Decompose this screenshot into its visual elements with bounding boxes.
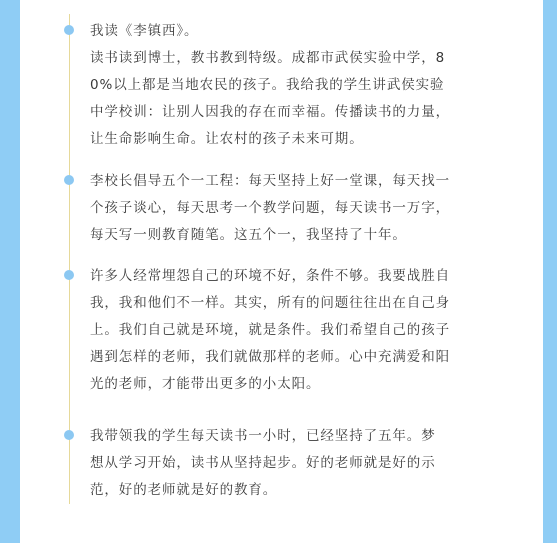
paragraph-line: 想从学习开始，读书从坚持起步。好的老师就是好的示 [90, 455, 436, 471]
paragraph-line: 个孩子谈心，每天思考一个教学问题，每天读书一万字， [90, 200, 450, 216]
left-border-bar [0, 0, 20, 543]
paragraph-line: 遇到怎样的老师，我们就做那样的老师。心中充满爱和阳 [90, 349, 450, 365]
timeline-dot-2 [64, 175, 74, 185]
paragraph-2 [90, 168, 490, 249]
paragraph-4 [90, 423, 490, 504]
paragraph-line: 我，我和他们不一样。其实，所有的问题往往出在自己身 [90, 295, 450, 311]
paragraph-line: 0%以上都是当地农民的孩子。我给我的学生讲武侯实验 [90, 77, 445, 93]
paragraph-line: 许多人经常埋怨自己的环境不好，条件不够。我要战胜自 [90, 268, 450, 284]
paragraph-line: 我读《李镇西》。 [90, 23, 199, 39]
paragraph-line: 光的老师，才能带出更多的小太阳。 [90, 376, 321, 392]
timeline-dot-1 [64, 25, 74, 35]
paragraph-line: 李校长倡导五个一工程：每天坚持上好一堂课，每天找一 [90, 173, 450, 189]
paragraph-line: 让生命影响生命。让农村的孩子未来可期。 [90, 131, 364, 147]
paragraph-line: 每天写一则教育随笔。这五个一，我坚持了十年。 [90, 227, 407, 243]
timeline-dot-3 [64, 270, 74, 280]
paragraph-1 [90, 18, 490, 153]
paragraph-line: 范，好的老师就是好的教育。 [90, 482, 278, 498]
paragraph-line: 我带领我的学生每天读书一小时，已经坚持了五年。梦 [90, 428, 436, 444]
paragraph-line: 上。我们自己就是环境，就是条件。我们希望自己的孩子 [90, 322, 450, 338]
paragraph-line: 读书读到博士，教书教到特级。成都市武侯实验中学，8 [90, 50, 446, 66]
paragraph-line: 中学校训：让别人因我的存在而幸福。传播读书的力量， [90, 104, 450, 120]
paragraph-3 [90, 263, 490, 398]
timeline-dot-4 [64, 430, 74, 440]
right-border-bar [543, 0, 557, 543]
